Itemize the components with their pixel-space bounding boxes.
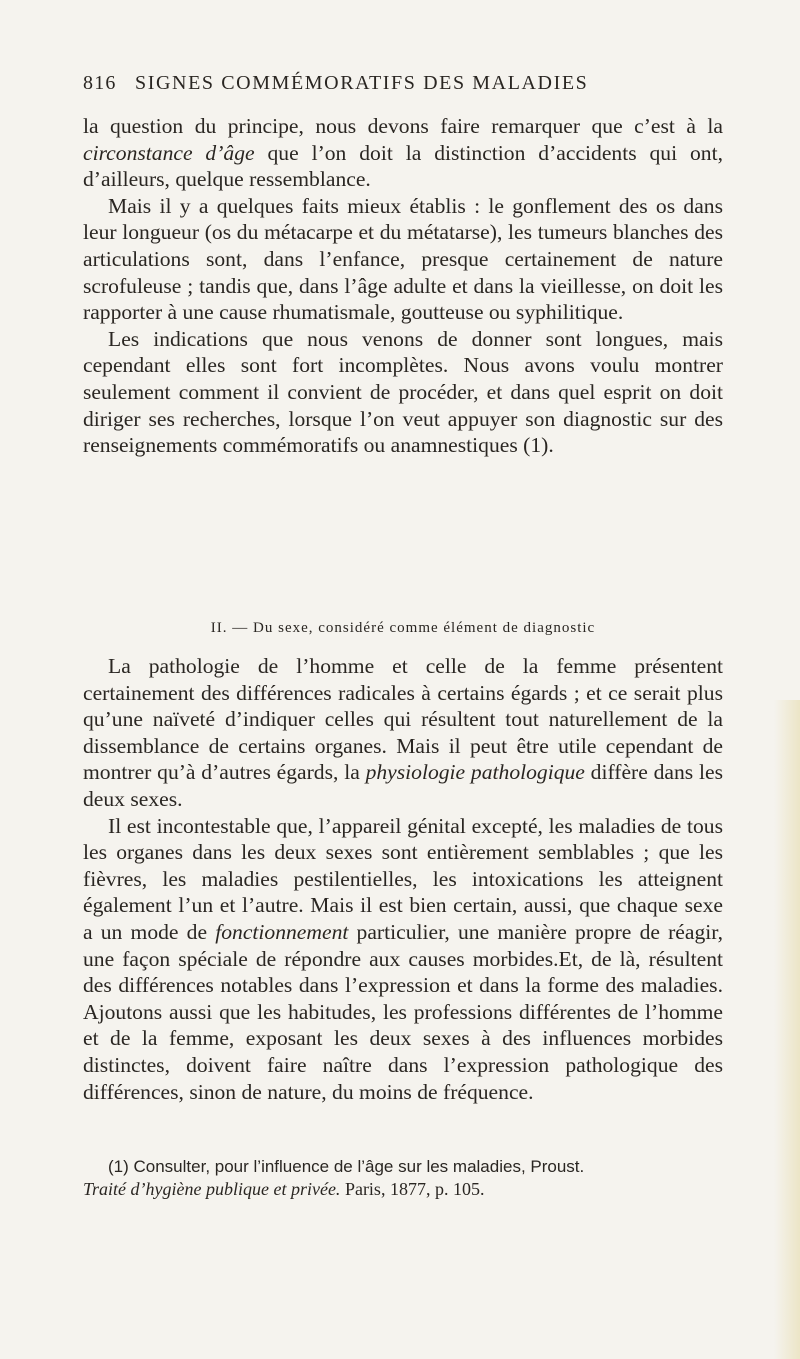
footnote-title: Traité d’hygiène publique et privée.: [83, 1179, 341, 1199]
text-block-bottom: [83, 653, 723, 1105]
emphasis: physiologie pathologique: [365, 760, 585, 785]
paragraph: Mais il y a quelques faits mieux établis : le gonflement des os dans leur longueur (os du métacarpe et du métatarse), les tumeurs blanches des articulations sont, dans l’enfance, presque certainement de nature scrofuleuse ; tandis que, dans l’âge adulte et dans la vieillesse, on doit les rapporter à une cause rhumatismale, goutteuse ou syphilitique.: [83, 193, 723, 325]
text-block-top: [83, 113, 723, 459]
running-head: [83, 72, 723, 95]
emphasis: fonctionnement: [215, 919, 349, 944]
page-number: 816: [83, 72, 117, 94]
paragraph: la question du principe, nous devons faire remarquer que c’est à la circonstance d’âge que l’on doit la distinction d’accidents qui ont, d’ailleurs, quelque ressemblance.: [83, 114, 723, 192]
paragraph: La pathologie de l’homme et celle de la femme présentent certainement des différences radicales à certains égards ; et ce serait plus qu’une naïveté d’indiquer celles qui résultent tout naturellement de la dissemblance de certains organes. Mais il peut être utile cependant de montrer qu’à d’autres égards, la physiologie pathologique diffère dans les deux sexes.: [83, 654, 723, 811]
footnote-citation: Traité d’hygiène publique et privée. Paris, 1877, p. 105.: [83, 1179, 485, 1199]
footnote: [83, 1156, 723, 1200]
section-heading: II. — Du sexe, considéré comme élément de diagnostic: [210, 620, 596, 636]
running-title: SIGNES COMMÉMORATIFS DES MALADIES: [135, 72, 589, 94]
page-edge-shadow: [774, 700, 800, 1359]
paragraph: Les indications que nous venons de donner sont longues, mais cependant elles sont fort incomplètes. Nous avons voulu montrer seulement comment il convient de procéder, et dans quel esprit on doit diriger ses recherches, lorsque l’on veut appuyer son diagnostic sur des renseignements commémoratifs ou anamnestiques (1).: [83, 326, 723, 458]
paragraph: Il est incontestable que, l’appareil génital excepté, les maladies de tous les organes dans les deux sexes sont entièrement semblables ; que les fièvres, les maladies pestilentielles, les intoxications les atteignent également l’un et l’autre. Mais il est bien certain, aussi, que chaque sexe a un mode de fonctionnement particulier, une manière propre de réagir, une façon spéciale de répondre aux causes morbides.Et, de là, résultent des différences notables dans l’expression et dans la forme des maladies. Ajoutons aussi que les habitudes, les professions différentes de l’homme et de la femme, exposant les deux sexes à des influences morbides distinctes, doivent faire naître dans l’expression pathologique des différences, sinon de nature, du moins de fréquence.: [83, 813, 723, 1104]
emphasis: circonstance d’âge: [83, 140, 255, 165]
footnote-line: (1) Consulter, pour l’influence de l’âge sur les maladies, Proust.: [108, 1157, 585, 1176]
